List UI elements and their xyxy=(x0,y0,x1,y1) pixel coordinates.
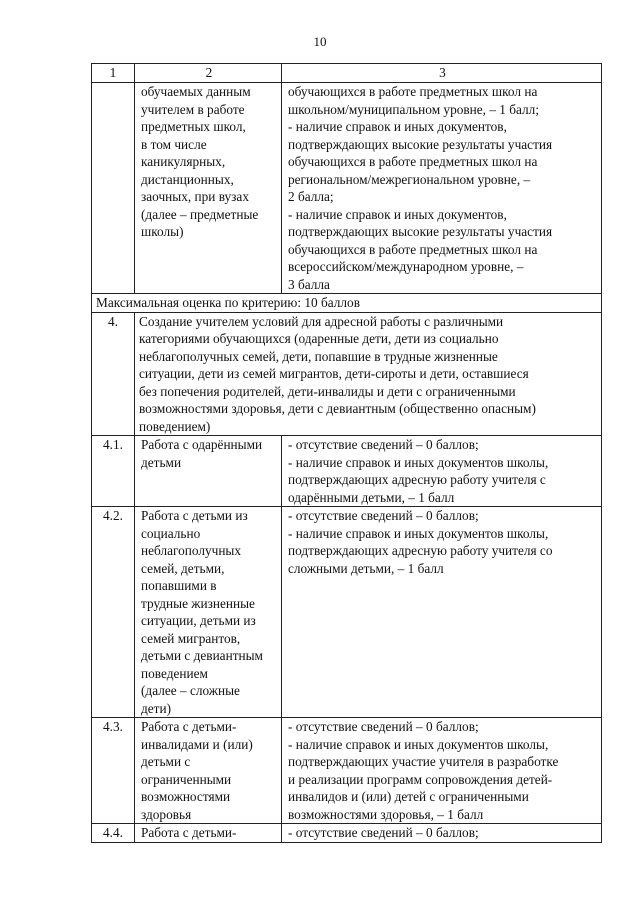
text-line: - отсутствие сведений – 0 баллов; xyxy=(288,825,479,840)
text-line: обучающихся в работе предметных школ на xyxy=(288,154,538,169)
table-row xyxy=(92,83,602,294)
subcriterion-scoring xyxy=(282,824,602,843)
column-header-2: 2 xyxy=(135,64,282,83)
text-line: - наличие справок и иных документов, xyxy=(288,206,507,222)
text-line: (далее – сложные xyxy=(141,683,240,698)
text-line: инвалидами и (или) xyxy=(141,736,253,752)
text-line: подтверждающих участие учителя в разработке xyxy=(288,754,559,769)
text-line: подтверждающих адресную работу учителя со xyxy=(288,543,553,558)
text-line: подтверждающих высокие результаты участия xyxy=(288,224,553,239)
subcriterion-name xyxy=(135,718,282,824)
subcriterion-name xyxy=(135,436,282,507)
text-line: детьми xyxy=(141,454,182,470)
text-line: каникулярных, xyxy=(141,154,226,169)
text-line: подтверждающих высокие результаты участия xyxy=(288,136,553,152)
text-line: возможностями xyxy=(141,789,231,804)
text-line: подтверждающих адресную работу учителя с xyxy=(288,472,546,487)
text-line: в том числе xyxy=(141,136,207,152)
text-line: Работа с детьми- xyxy=(141,719,237,734)
text-line: - наличие справок и иных документов школы, xyxy=(288,525,549,541)
text-line: школы) xyxy=(141,224,184,239)
subcriterion-number: 4.3. xyxy=(92,718,135,824)
criterion-description xyxy=(135,312,602,436)
text-line: - отсутствие сведений – 0 баллов; xyxy=(288,719,479,734)
text-line: категориями обучающихся (одаренные дети, дети из социально xyxy=(139,331,499,346)
text-line: 3 балла xyxy=(288,276,330,292)
column-header-1: 1 xyxy=(92,64,135,83)
subcriterion-row xyxy=(92,436,602,507)
text-line: детьми с девиантным xyxy=(141,648,263,663)
text-line: семей, детьми, xyxy=(141,560,225,576)
max-score-text: Максимальная оценка по критерию: 10 баллов xyxy=(92,294,602,313)
text-line: - отсутствие сведений – 0 баллов; xyxy=(288,508,479,523)
text-line: семей мигрантов, xyxy=(141,630,241,646)
text-line: Работа с одарёнными xyxy=(141,437,263,452)
text-line: предметных школ, xyxy=(141,119,246,134)
text-line: детьми с xyxy=(141,754,191,769)
criterion-number: 4. xyxy=(92,312,135,436)
scoring-cell xyxy=(282,83,602,294)
text-line: возможностями здоровья, – 1 балл xyxy=(288,806,484,822)
text-line: неблагополучных xyxy=(141,543,242,558)
text-line: школьном/муниципальном уровне, – 1 балл; xyxy=(288,101,540,117)
criterion-row xyxy=(92,312,602,436)
text-line: Создание учителем условий для адресной работы с различными xyxy=(139,313,504,329)
page-number: 10 xyxy=(313,34,327,49)
text-line: - наличие справок и иных документов школы, xyxy=(288,736,549,752)
subcriterion-name xyxy=(135,824,282,843)
text-line: поведением) xyxy=(139,418,211,434)
text-line: без попечения родителей, дети-инвалиды и дети с ограниченными xyxy=(139,383,516,399)
text-line: трудные жизненные xyxy=(141,595,255,611)
text-line: (далее – предметные xyxy=(141,206,259,222)
subcriterion-scoring xyxy=(282,507,602,718)
row-number xyxy=(92,83,135,294)
subcriterion-row xyxy=(92,718,602,824)
text-line: обучающихся в работе предметных школ на xyxy=(288,84,538,99)
max-score-row xyxy=(92,294,602,313)
text-line: - наличие справок и иных документов школы, xyxy=(288,454,549,470)
text-line: всероссийском/международном уровне, – xyxy=(288,259,524,274)
text-line: заочных, при вузах xyxy=(141,189,249,204)
text-line: Работа с детьми- xyxy=(141,825,237,840)
subcriterion-number: 4.4. xyxy=(92,824,135,843)
text-line: и реализации программ сопровождения детей- xyxy=(288,771,553,787)
text-line: обучаемых данным xyxy=(141,84,251,99)
subcriterion-scoring xyxy=(282,718,602,824)
subcriterion-row xyxy=(92,507,602,718)
text-line: региональном/межрегиональном уровне, – xyxy=(288,171,531,187)
text-line: инвалидов и (или) детей с ограниченными xyxy=(288,789,529,804)
text-line: 2 балла; xyxy=(288,189,334,204)
text-line: - наличие справок и иных документов, xyxy=(288,119,507,134)
text-line: сложными детьми, – 1 балл xyxy=(288,560,444,576)
text-line: Работа с детьми из xyxy=(141,508,248,523)
text-line: здоровья xyxy=(141,806,192,822)
text-line: поведением xyxy=(141,665,208,681)
text-line: ситуации, детьми из xyxy=(141,613,256,628)
subcriterion-number: 4.1. xyxy=(92,436,135,507)
text-line: попавшими в xyxy=(141,578,217,593)
subcriterion-row xyxy=(92,824,602,843)
text-line: одарёнными детьми, – 1 балл xyxy=(288,489,455,505)
text-line: дети) xyxy=(141,700,172,716)
subcriterion-number: 4.2. xyxy=(92,507,135,718)
text-line: социально xyxy=(141,525,201,541)
text-line: ограниченными xyxy=(141,771,232,787)
subcriterion-name xyxy=(135,507,282,718)
text-line: неблагополучных семей, дети, попавшие в трудные жизненные xyxy=(139,348,498,364)
criteria-table xyxy=(91,63,602,843)
text-line: ситуации, дети из семей мигрантов, дети-сироты и дети, оставшиеся xyxy=(139,366,529,381)
text-line: учителем в работе xyxy=(141,101,245,117)
text-line: возможностями здоровья, дети с девиантным (общественно опасным) xyxy=(139,401,536,416)
column-header-3: 3 xyxy=(282,64,602,83)
criterion-name-cell xyxy=(135,83,282,294)
table-header-row xyxy=(92,64,602,83)
subcriterion-scoring xyxy=(282,436,602,507)
text-line: - отсутствие сведений – 0 баллов; xyxy=(288,437,479,452)
text-line: обучающихся в работе предметных школ на xyxy=(288,241,538,257)
text-line: дистанционных, xyxy=(141,171,234,187)
